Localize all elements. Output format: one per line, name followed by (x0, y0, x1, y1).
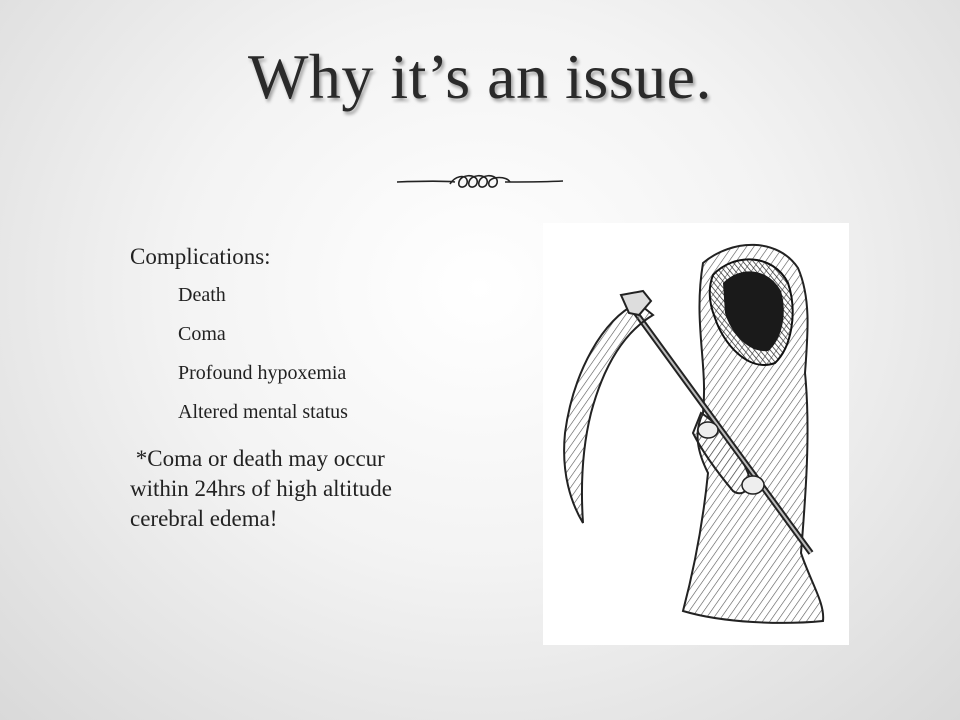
list-item (130, 315, 442, 354)
sub-item-altered-mental-status: Altered mental status (178, 401, 348, 423)
grim-reaper-illustration (543, 223, 849, 645)
warning-note: *Coma or death may occur within 24hrs of high altitude cerebral edema! (130, 446, 398, 531)
list-item (130, 393, 442, 432)
sub-item-coma: Coma (178, 323, 226, 345)
bullet-list (82, 238, 442, 534)
sub-item-death: Death (178, 284, 226, 306)
list-item (130, 276, 442, 315)
complications-label: Complications: (130, 244, 271, 269)
slide-title: Why it’s an issue. (247, 41, 713, 112)
list-item (130, 354, 442, 393)
ornamental-divider (395, 168, 565, 196)
list-item (82, 444, 442, 534)
sub-item-hypoxemia: Profound hypoxemia (178, 362, 347, 384)
list-item (82, 238, 442, 276)
